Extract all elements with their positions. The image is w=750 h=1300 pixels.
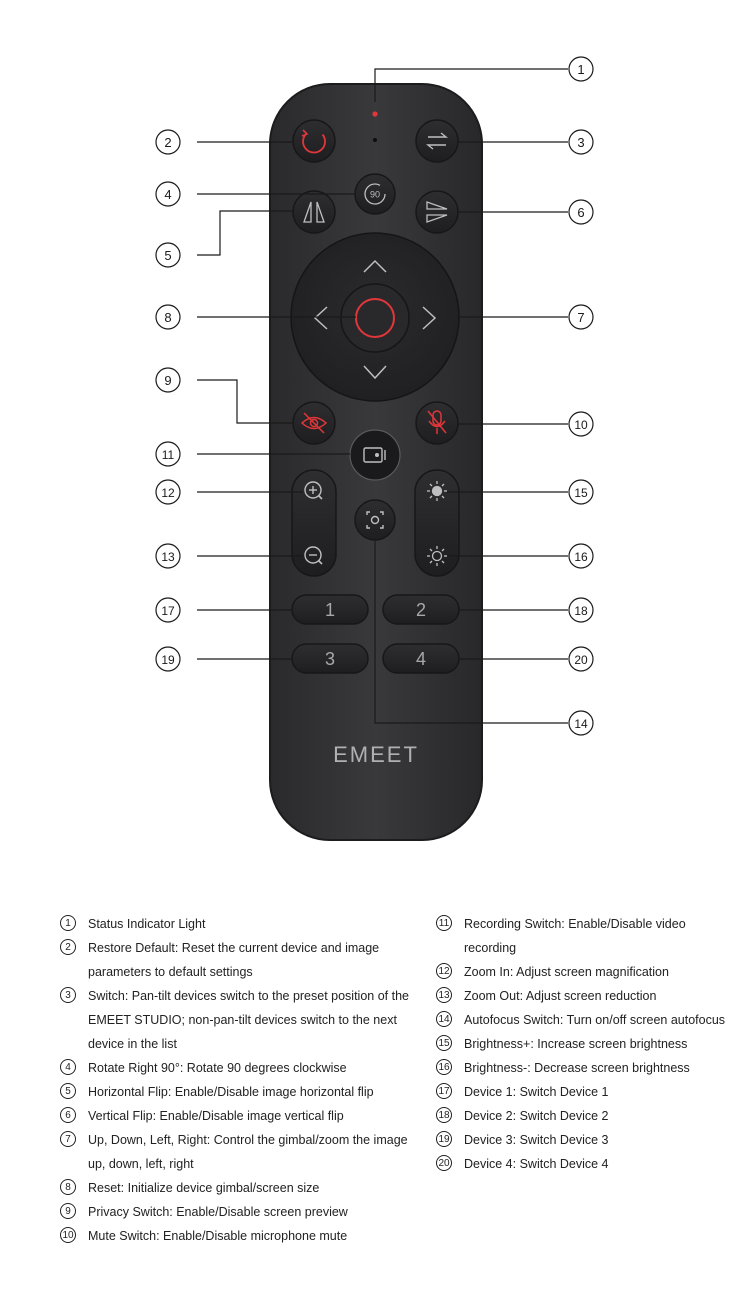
svg-text:3: 3 (577, 135, 585, 150)
svg-text:19: 19 (161, 653, 175, 667)
legend-description: Up, Down, Left, Right: Control the gimbal/zoom the image up, down, left, right (88, 1133, 408, 1171)
device-3-label: 3 (324, 649, 336, 669)
legend-item (60, 1176, 420, 1200)
callout-marker-14 (569, 711, 593, 735)
legend-item (60, 1224, 420, 1248)
legend-right-column (436, 912, 736, 1176)
callout-marker-7 (569, 305, 593, 329)
rotate-90-button[interactable] (355, 174, 395, 214)
legend-description: Mute Switch: Enable/Disable microphone mute (88, 1229, 348, 1243)
legend-number-badge: 12 (436, 963, 452, 979)
svg-text:2: 2 (164, 135, 172, 150)
legend-number-badge: 5 (60, 1083, 76, 1099)
svg-text:17: 17 (161, 604, 175, 618)
legend-number-badge: 7 (60, 1131, 76, 1147)
legend-description: Reset: Initialize device gimbal/screen size (88, 1181, 320, 1195)
legend-item (436, 1056, 736, 1080)
legend-number-badge: 4 (60, 1059, 76, 1075)
legend-item (436, 1080, 736, 1104)
device-4-label: 4 (415, 649, 427, 669)
legend-number-badge: 6 (60, 1107, 76, 1123)
callout-marker-13 (156, 544, 180, 568)
legend-description: Zoom In: Adjust screen magnification (464, 965, 669, 979)
legend-item (436, 1032, 736, 1056)
legend-item (60, 912, 420, 936)
legend-item (60, 1128, 420, 1176)
svg-text:9: 9 (164, 373, 172, 388)
svg-text:7: 7 (577, 310, 585, 325)
legend-item (60, 936, 420, 984)
legend-number-badge: 18 (436, 1107, 452, 1123)
device-3-button[interactable] (292, 644, 368, 673)
legend-number-badge: 10 (60, 1227, 76, 1243)
legend-item (60, 1080, 420, 1104)
legend-description: Brightness+: Increase screen brightness (464, 1037, 688, 1051)
legend-number-badge: 3 (60, 987, 76, 1003)
callout-marker-12 (156, 480, 180, 504)
device-2-button[interactable] (383, 595, 459, 624)
callout-marker-5 (156, 243, 180, 267)
legend-description: Rotate Right 90°: Rotate 90 degrees clockwise (88, 1061, 347, 1075)
legend-description: Device 1: Switch Device 1 (464, 1085, 609, 1099)
legend-number-badge: 19 (436, 1131, 452, 1147)
recording-button[interactable] (350, 430, 400, 480)
legend-description: Privacy Switch: Enable/Disable screen preview (88, 1205, 348, 1219)
svg-text:1: 1 (577, 62, 585, 77)
callout-marker-4 (156, 182, 180, 206)
legend-number-badge: 16 (436, 1059, 452, 1075)
legend-description: Zoom Out: Adjust screen reduction (464, 989, 657, 1003)
legend-number-badge: 11 (436, 915, 452, 931)
legend-description: Device 2: Switch Device 2 (464, 1109, 609, 1123)
horizontal-flip-button[interactable] (293, 191, 335, 233)
legend-item (436, 1128, 736, 1152)
callout-marker-3 (569, 130, 593, 154)
svg-text:18: 18 (574, 604, 588, 618)
legend-description: Recording Switch: Enable/Disable video recording (464, 917, 686, 955)
legend-description: Device 3: Switch Device 3 (464, 1133, 609, 1147)
legend-item (436, 1152, 736, 1176)
vertical-flip-button[interactable] (416, 191, 458, 233)
legend-description: Switch: Pan-tilt devices switch to the preset position of the EMEET STUDIO; non-pan-tilt devices switch to the next device in the list (88, 989, 409, 1051)
legend-description: Status Indicator Light (88, 917, 206, 931)
legend-description: Autofocus Switch: Turn on/off screen autofocus (464, 1013, 726, 1027)
legend-item (436, 1104, 736, 1128)
svg-text:12: 12 (161, 486, 175, 500)
legend-number-badge: 20 (436, 1155, 452, 1171)
brand-logo: EMEET (333, 742, 419, 767)
brightness-rocker (415, 470, 459, 576)
svg-text:10: 10 (574, 418, 588, 432)
legend-description: Restore Default: Reset the current device and image parameters to default settings (88, 941, 380, 979)
svg-text:11: 11 (161, 448, 175, 462)
mute-button[interactable] (416, 402, 458, 444)
legend-item (60, 984, 420, 1056)
svg-text:16: 16 (574, 550, 588, 564)
svg-text:14: 14 (574, 717, 588, 731)
callout-marker-15 (569, 480, 593, 504)
legend-number-badge: 9 (60, 1203, 76, 1219)
legend-description: Brightness-: Decrease screen brightness (464, 1061, 690, 1075)
callout-marker-8 (156, 305, 180, 329)
svg-text:15: 15 (574, 486, 588, 500)
callout-marker-11 (156, 442, 180, 466)
status-indicator-light (372, 111, 377, 116)
callout-marker-10 (569, 412, 593, 436)
device-4-button[interactable] (383, 644, 459, 673)
callout-marker-16 (569, 544, 593, 568)
svg-text:13: 13 (161, 550, 175, 564)
reset-button[interactable] (341, 284, 409, 352)
svg-text:20: 20 (574, 653, 588, 667)
legend-item (436, 1008, 736, 1032)
legend-number-badge: 13 (436, 987, 452, 1003)
svg-text:8: 8 (164, 310, 172, 325)
switch-button[interactable] (416, 120, 458, 162)
legend-left-column (60, 912, 420, 1248)
device-1-label: 1 (324, 600, 336, 620)
device-1-button[interactable] (292, 595, 368, 624)
callout-marker-9 (156, 368, 180, 392)
legend-item (60, 1104, 420, 1128)
legend-item (60, 1056, 420, 1080)
legend-number-badge: 1 (60, 915, 76, 931)
privacy-button[interactable] (293, 402, 335, 444)
legend-description: Horizontal Flip: Enable/Disable image horizontal flip (88, 1085, 374, 1099)
restore-default-button[interactable] (293, 120, 335, 162)
legend-item (436, 912, 736, 960)
callout-marker-2 (156, 130, 180, 154)
callout-marker-19 (156, 647, 180, 671)
rotate-label: 90 (369, 189, 381, 200)
legend-description: Vertical Flip: Enable/Disable image vertical flip (88, 1109, 344, 1123)
legend-number-badge: 15 (436, 1035, 452, 1051)
legend-number-badge: 8 (60, 1179, 76, 1195)
legend-number-badge: 14 (436, 1011, 452, 1027)
callout-marker-20 (569, 647, 593, 671)
brightness-up-button[interactable] (427, 481, 447, 501)
svg-text:4: 4 (164, 187, 172, 202)
microphone-hole (373, 138, 377, 142)
legend-item (436, 984, 736, 1008)
svg-text:5: 5 (164, 248, 172, 263)
callout-marker-18 (569, 598, 593, 622)
legend-number-badge: 2 (60, 939, 76, 955)
callout-marker-1 (569, 57, 593, 81)
callout-marker-17 (156, 598, 180, 622)
callout-marker-6 (569, 200, 593, 224)
legend-item (60, 1200, 420, 1224)
sun-filled-icon (427, 481, 447, 501)
legend-item (436, 960, 736, 984)
autofocus-button[interactable] (355, 500, 395, 540)
device-2-label: 2 (415, 600, 427, 620)
svg-text:6: 6 (577, 205, 585, 220)
zoom-rocker (292, 470, 336, 576)
legend-number-badge: 17 (436, 1083, 452, 1099)
legend-description: Device 4: Switch Device 4 (464, 1157, 609, 1171)
